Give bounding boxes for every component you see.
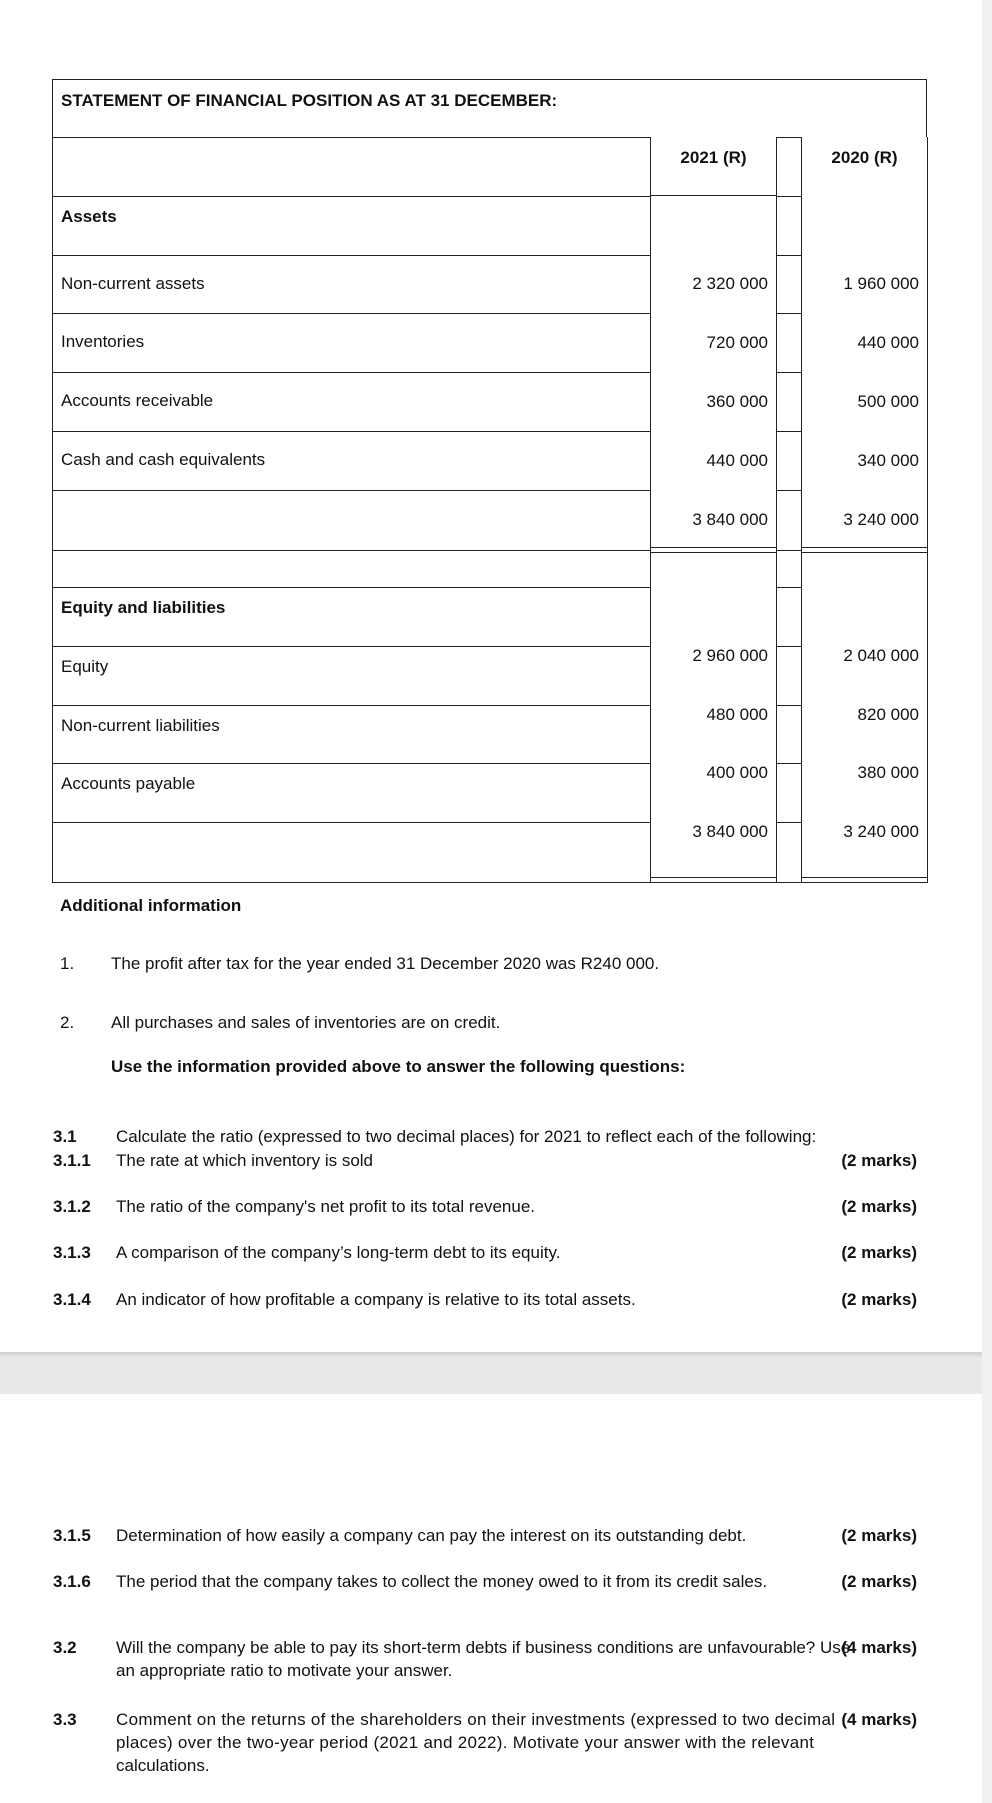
row-label: Accounts payable [61, 774, 196, 793]
value-2021: 400 000 [706, 763, 768, 782]
row-label: Inventories [61, 332, 145, 351]
value-2020: 380 000 [857, 763, 919, 782]
question-number: 3.1.3 [53, 1243, 91, 1262]
scroll-gutter [982, 0, 992, 1803]
table-title-row [53, 80, 926, 138]
question-text: The rate at which inventory is sold [116, 1151, 374, 1170]
assets-total-2020: 3 240 000 [843, 510, 919, 529]
value-2021: 2 320 000 [692, 274, 768, 293]
equity-heading: Equity and liabilities [61, 598, 226, 617]
financial-position-table [52, 79, 927, 883]
value-2021: 720 000 [706, 333, 768, 352]
question-number: 3.1.4 [53, 1290, 91, 1309]
question-text: An indicator of how profitable a company is relative to its total assets. [116, 1290, 636, 1309]
marks-label: (2 marks) [841, 1197, 917, 1216]
list-number: 2. [60, 1013, 75, 1032]
question-text: Determination of how easily a company can pay the interest on its outstanding debt. [116, 1526, 747, 1545]
value-2020: 1 960 000 [843, 274, 919, 293]
assets-heading-row [53, 196, 926, 256]
question-number: 3.1.1 [53, 1151, 91, 1170]
question-number: 3.1 [53, 1127, 77, 1146]
spacer-row [53, 550, 926, 588]
question-number: 3.1.6 [53, 1572, 91, 1591]
row-label: Accounts receivable [61, 391, 214, 410]
double-underline [651, 877, 776, 883]
row-label: Non-current assets [61, 274, 205, 293]
column-2020 [801, 137, 928, 883]
question-number: 3.2 [53, 1638, 77, 1657]
table-row [53, 372, 926, 432]
value-2021: 480 000 [706, 705, 768, 724]
value-2021: 360 000 [706, 392, 768, 411]
value-2021: 440 000 [706, 451, 768, 470]
assets-total-2021: 3 840 000 [692, 510, 768, 529]
question-number: 3.3 [53, 1710, 77, 1729]
question-text-line: Comment on the returns of the shareholders on their investments (expressed to two decimal [116, 1710, 836, 1729]
table-row [53, 313, 926, 373]
question-text: Calculate the ratio (expressed to two decimal places) for 2021 to reflect each of the following: [116, 1127, 817, 1146]
marks-label: (2 marks) [841, 1572, 917, 1591]
table-row [53, 646, 926, 706]
marks-label: (2 marks) [841, 1243, 917, 1262]
column-2021 [650, 137, 777, 883]
double-underline [802, 547, 927, 553]
table-header-row [53, 137, 926, 197]
marks-label: (2 marks) [841, 1526, 917, 1545]
marks-label: (4 marks) [841, 1638, 917, 1657]
question-number: 3.1.5 [53, 1526, 91, 1545]
row-label: Non-current liabilities [61, 716, 220, 735]
marks-label: (2 marks) [841, 1290, 917, 1309]
additional-info-heading: Additional information [60, 896, 242, 915]
row-label: Equity [61, 657, 109, 676]
table-title: STATEMENT OF FINANCIAL POSITION AS AT 31 DECEMBER: [61, 91, 558, 110]
list-number: 1. [60, 954, 75, 973]
question-text-line: places) over the two-year period (2021 and 2022). Motivate your answer with the relevant [116, 1733, 815, 1752]
document-page-2 [0, 1394, 982, 1803]
question-text-line: Will the company be able to pay its short-term debts if business conditions are unfavourable? Use [116, 1638, 851, 1657]
list-item: The profit after tax for the year ended 31 December 2020 was R240 000. [111, 954, 660, 973]
value-2020: 2 040 000 [843, 646, 919, 665]
column-header-2020: 2020 (R) [831, 148, 898, 167]
table-row [53, 255, 926, 314]
double-underline [802, 877, 927, 883]
equity-heading-row [53, 587, 926, 647]
list-item: All purchases and sales of inventories are on credit. [111, 1013, 501, 1032]
question-text-line: calculations. [116, 1756, 210, 1775]
value-2020: 500 000 [857, 392, 919, 411]
equity-total-2020: 3 240 000 [843, 822, 919, 841]
question-text: A comparison of the company’s long-term debt to its equity. [116, 1243, 561, 1262]
double-underline [651, 547, 776, 553]
instruction: Use the information provided above to answer the following questions: [111, 1057, 686, 1076]
marks-label: (2 marks) [841, 1151, 917, 1170]
value-2020: 340 000 [857, 451, 919, 470]
assets-total-row [53, 490, 926, 551]
table-row [53, 431, 926, 491]
page-separator [0, 1352, 982, 1358]
value-2020: 440 000 [857, 333, 919, 352]
question-number: 3.1.2 [53, 1197, 91, 1216]
marks-label: (4 marks) [841, 1710, 917, 1729]
question-text-line: an appropriate ratio to motivate your answer. [116, 1661, 453, 1680]
question-text: The ratio of the company's net profit to its total revenue. [116, 1197, 536, 1216]
table-row [53, 763, 926, 823]
column-header-2021: 2021 (R) [680, 148, 747, 167]
equity-total-2021: 3 840 000 [692, 822, 768, 841]
row-label: Cash and cash equivalents [61, 450, 266, 469]
value-2020: 820 000 [857, 705, 919, 724]
value-2021: 2 960 000 [692, 646, 768, 665]
table-row [53, 705, 926, 764]
assets-heading: Assets [61, 207, 117, 226]
question-text: The period that the company takes to collect the money owed to it from its credit sales. [116, 1572, 768, 1591]
